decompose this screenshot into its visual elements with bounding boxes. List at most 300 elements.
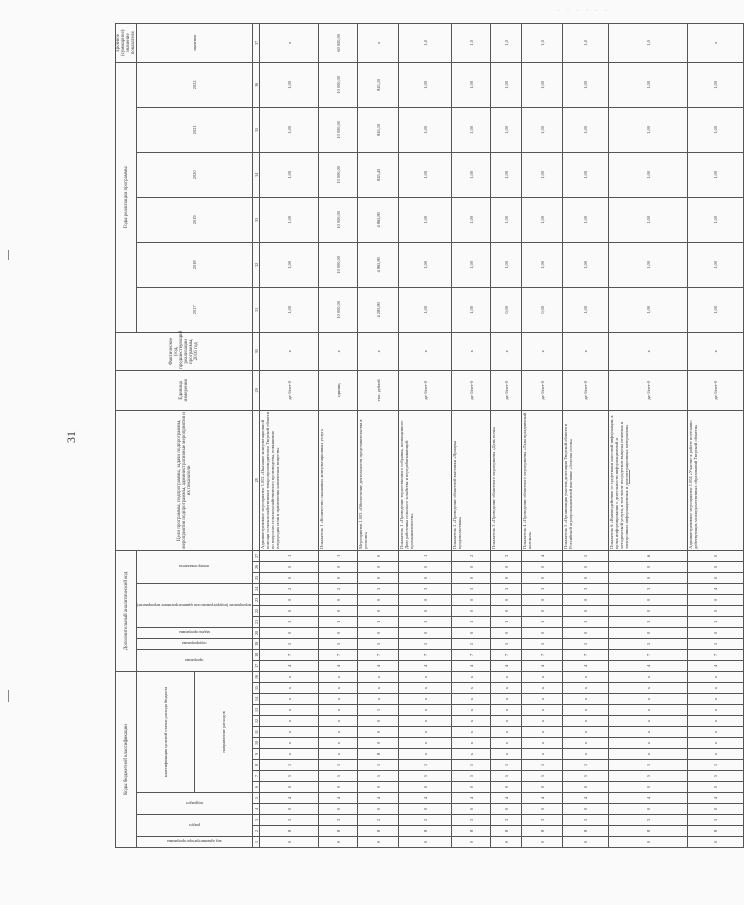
code-cell: 3	[319, 815, 358, 826]
header-subprogram	[137, 638, 253, 649]
unit-cell: да-1/нет-0	[260, 370, 319, 410]
fact-cell: х	[563, 332, 609, 370]
code-cell: 0	[260, 594, 319, 605]
code-cell: 4	[563, 660, 609, 671]
code-cell: 0	[688, 572, 744, 583]
code-cell: х	[563, 716, 609, 727]
year-value-cell: 1,00	[522, 197, 563, 242]
header-direction: направление расходов	[195, 671, 253, 792]
code-cell: 7	[399, 649, 452, 660]
code-cell: 0	[358, 572, 399, 583]
table-row	[688, 23, 744, 847]
column-number: 21	[253, 616, 260, 627]
code-cell: х	[563, 705, 609, 716]
code-cell: х	[491, 749, 522, 760]
code-cell: 1	[319, 550, 358, 561]
target-cell: 1,0	[491, 23, 522, 62]
column-number: 1	[253, 837, 260, 848]
code-cell: 0	[358, 550, 399, 561]
code-cell: 3	[399, 583, 452, 594]
column-number: 17	[253, 660, 260, 671]
code-cell: х	[260, 694, 319, 705]
row-description: Показатель 5 «Организация участия делегации Тверской области в Российской агропромышленной выставке «Золотая осень»	[563, 410, 609, 550]
header-section	[137, 815, 253, 837]
code-cell: х	[609, 716, 688, 727]
year-value-cell: 1,00	[522, 242, 563, 287]
code-cell: 8	[358, 749, 399, 760]
code-cell: 0	[358, 837, 399, 848]
code-cell: х	[319, 749, 358, 760]
header-unit: Единица измерения	[116, 370, 253, 410]
code-cell: 3	[452, 815, 491, 826]
column-number: 35	[253, 107, 260, 152]
code-cell: х	[688, 727, 744, 738]
unit-cell: единиц	[319, 370, 358, 410]
year-value-cell: 1,00	[260, 62, 319, 107]
column-number: 12	[253, 716, 260, 727]
code-cell: 0	[319, 782, 358, 793]
header-label: мероприятие (подпрограммы или административное мероприятие)	[137, 602, 252, 608]
code-cell: х	[452, 683, 491, 694]
year-value-cell: 1,00	[399, 197, 452, 242]
code-cell: 0	[399, 605, 452, 616]
code-cell: х	[609, 749, 688, 760]
year-value-cell: 1,00	[688, 62, 744, 107]
code-cell: 3	[563, 583, 609, 594]
code-cell: 0	[319, 605, 358, 616]
fact-cell: х	[452, 332, 491, 370]
code-cell: х	[358, 683, 399, 694]
fact-cell: х	[522, 332, 563, 370]
code-cell: х	[399, 727, 452, 738]
code-cell: х	[491, 738, 522, 749]
code-cell: 0	[358, 561, 399, 572]
column-number: 34	[253, 152, 260, 197]
header-years: Годы реализации программы	[116, 62, 137, 332]
column-number: 5	[253, 793, 260, 804]
code-cell: 0	[491, 782, 522, 793]
code-cell: 5	[260, 771, 319, 782]
column-number: 29	[253, 370, 260, 410]
row-description: Показатель 3 «Проведение областного мероприятия «День поля»	[491, 410, 522, 550]
code-cell: 0	[358, 738, 399, 749]
year-value-cell: 1,00	[452, 242, 491, 287]
table-row	[522, 23, 563, 847]
code-cell: 1	[358, 705, 399, 716]
code-cell: 0	[563, 837, 609, 848]
code-cell: 0	[452, 594, 491, 605]
target-cell: 1,0	[609, 23, 688, 62]
code-cell: 1	[358, 760, 399, 771]
code-cell: 1	[688, 616, 744, 627]
code-cell: х	[452, 749, 491, 760]
code-cell: 0	[563, 561, 609, 572]
code-cell: 8	[260, 826, 319, 837]
code-cell: 0	[358, 804, 399, 815]
code-cell: 0	[452, 782, 491, 793]
code-cell: 1	[688, 760, 744, 771]
code-cell: 0	[260, 804, 319, 815]
code-cell: 0	[563, 605, 609, 616]
year-value-cell: 1,00	[260, 197, 319, 242]
header-year-2017: 2017	[137, 287, 253, 332]
code-cell: 4	[452, 660, 491, 671]
code-cell: 0	[491, 605, 522, 616]
code-cell: 0	[609, 605, 688, 616]
code-cell: 4	[491, 793, 522, 804]
year-value-cell: 1,00	[260, 152, 319, 197]
code-cell: 0	[688, 594, 744, 605]
code-cell: 0	[522, 782, 563, 793]
code-cell: х	[452, 738, 491, 749]
year-value-cell: 4 283,80	[358, 287, 399, 332]
code-cell: х	[358, 671, 399, 682]
page-number: 31	[64, 431, 78, 443]
code-cell: х	[452, 727, 491, 738]
column-number: 16	[253, 671, 260, 682]
column-number: 24	[253, 583, 260, 594]
target-cell: 1,0	[563, 23, 609, 62]
header-label: номер показателя	[179, 564, 210, 570]
code-cell: 0	[688, 550, 744, 561]
scan-edge-mark	[8, 250, 9, 260]
header-event	[137, 583, 253, 627]
code-cell: х	[522, 738, 563, 749]
code-cell: х	[491, 705, 522, 716]
year-value-cell: 1,00	[563, 62, 609, 107]
target-cell: 60 000,00	[319, 23, 358, 62]
code-cell: 3	[358, 583, 399, 594]
header-goals: Цели программы, подпрограммы, задачи подпрограммы, мероприятия подпрограммы, административные мероприятия и их показатели	[116, 410, 253, 550]
year-value-cell: 10 000,00	[319, 287, 358, 332]
code-cell: 0	[260, 627, 319, 638]
code-cell: 0	[319, 594, 358, 605]
code-cell: 0	[260, 837, 319, 848]
code-cell: 0	[399, 561, 452, 572]
target-cell: 1,0	[522, 23, 563, 62]
column-number: 13	[253, 705, 260, 716]
year-value-cell: 1,00	[609, 287, 688, 332]
unit-cell: да-1/нет-0	[522, 370, 563, 410]
code-cell: 1	[319, 760, 358, 771]
header-task	[137, 627, 253, 638]
code-cell: 0	[319, 627, 358, 638]
code-cell: х	[319, 705, 358, 716]
code-cell: 0	[358, 627, 399, 638]
code-cell: х	[522, 727, 563, 738]
code-cell: 2	[452, 550, 491, 561]
scan-artifact: · · · · · ·	[557, 8, 610, 14]
code-cell: 7	[563, 649, 609, 660]
code-cell: х	[522, 716, 563, 727]
code-cell: х	[609, 671, 688, 682]
code-cell: х	[491, 683, 522, 694]
code-cell: 4	[609, 793, 688, 804]
code-cell: 0	[609, 782, 688, 793]
column-number: 26	[253, 561, 260, 572]
table-row	[358, 23, 399, 847]
code-cell: 5	[358, 638, 399, 649]
code-cell: х	[522, 683, 563, 694]
code-cell: 7	[319, 649, 358, 660]
fact-cell: х	[688, 332, 744, 370]
year-value-cell: 1,00	[609, 62, 688, 107]
code-cell: 8	[688, 826, 744, 837]
code-cell: 3	[491, 550, 522, 561]
column-number: 28	[253, 410, 260, 550]
code-cell: 8	[609, 826, 688, 837]
code-cell: 0	[609, 804, 688, 815]
code-cell: 8	[319, 826, 358, 837]
unit-cell: тыс. рублей	[358, 370, 399, 410]
code-cell: 0	[563, 782, 609, 793]
year-value-cell: 845,10	[358, 107, 399, 152]
code-cell: 0	[688, 605, 744, 616]
code-cell: х	[609, 738, 688, 749]
code-cell: 0	[452, 837, 491, 848]
year-value-cell: 4 865,80	[358, 242, 399, 287]
code-cell: 7	[491, 649, 522, 660]
header-label: раздел	[188, 823, 200, 828]
code-cell: 0	[319, 561, 358, 572]
year-value-cell: 1,00	[260, 287, 319, 332]
code-cell: 0	[491, 627, 522, 638]
code-cell: 0	[522, 561, 563, 572]
year-value-cell: 1,00	[260, 107, 319, 152]
code-cell: 0	[358, 716, 399, 727]
code-cell: х	[452, 716, 491, 727]
code-cell: 3	[688, 815, 744, 826]
column-number: 4	[253, 804, 260, 815]
row-description: Показатель 1 «Проведение торжественного собрания, посвященного Дню работника сельского хозяйства и перерабатывающей промышленности»	[399, 410, 452, 550]
target-cell: х	[358, 23, 399, 62]
code-cell: 5	[563, 771, 609, 782]
code-cell: х	[688, 738, 744, 749]
year-value-cell: 1,00	[609, 242, 688, 287]
code-cell: х	[491, 671, 522, 682]
column-number: 6	[253, 782, 260, 793]
header-program	[137, 649, 253, 671]
code-cell: 0	[688, 627, 744, 638]
row-description: Показатель 1 «Количество оказанных консультационных услуг»	[319, 410, 358, 550]
unit-cell: да-1/нет-0	[609, 370, 688, 410]
target-cell: 1,0	[399, 23, 452, 62]
code-cell: 0	[260, 572, 319, 583]
column-number: 20	[253, 627, 260, 638]
header-label: программа	[184, 657, 204, 663]
fact-cell: х	[399, 332, 452, 370]
code-cell: 0	[260, 561, 319, 572]
code-cell: 0	[522, 837, 563, 848]
table-row	[491, 23, 522, 847]
code-cell: 4	[688, 793, 744, 804]
code-cell: х	[399, 716, 452, 727]
code-cell: 0	[522, 627, 563, 638]
fact-cell: х	[260, 332, 319, 370]
code-cell: х	[563, 694, 609, 705]
code-cell: 0	[452, 561, 491, 572]
row-description: Административное мероприятие 1.002 «Оказание консультационной помощи сельскохозяйственным товаропроизводителям Тверской области по вопросам сельскохозяйственного производства, повышения плодородия почв и применения химических веществ»	[260, 410, 319, 550]
code-cell: 0	[688, 804, 744, 815]
code-cell: 5	[688, 771, 744, 782]
code-cell: 0	[522, 804, 563, 815]
code-cell: 3	[522, 583, 563, 594]
table-row	[399, 23, 452, 847]
year-value-cell: 1,00	[491, 107, 522, 152]
code-cell: 0	[609, 837, 688, 848]
code-cell: 1	[563, 616, 609, 627]
code-cell: 4	[688, 660, 744, 671]
code-cell: 4	[319, 660, 358, 671]
year-value-cell: 1,00	[522, 152, 563, 197]
column-number: 7	[253, 771, 260, 782]
year-value-cell: 1,00	[452, 287, 491, 332]
code-cell: 5	[260, 638, 319, 649]
code-cell: х	[399, 738, 452, 749]
code-cell: 1	[491, 760, 522, 771]
code-cell: 4	[491, 660, 522, 671]
code-cell: х	[452, 671, 491, 682]
code-cell: 1	[563, 760, 609, 771]
code-cell: 5	[491, 638, 522, 649]
code-cell: 8	[522, 826, 563, 837]
column-number: 32	[253, 242, 260, 287]
code-cell: 0	[688, 561, 744, 572]
header-year-2022: 2022	[137, 62, 253, 107]
code-cell: х	[688, 705, 744, 716]
year-value-cell: 1,00	[563, 152, 609, 197]
code-cell: 4	[358, 793, 399, 804]
code-cell: х	[319, 716, 358, 727]
code-cell: 5	[609, 638, 688, 649]
year-value-cell: 1,00	[491, 152, 522, 197]
year-value-cell: 1,00	[452, 107, 491, 152]
code-cell: 0	[399, 627, 452, 638]
code-cell: х	[452, 694, 491, 705]
code-cell: 3	[609, 583, 688, 594]
year-value-cell: 10 000,00	[319, 197, 358, 242]
code-cell: 7	[522, 649, 563, 660]
code-cell: 4	[452, 793, 491, 804]
column-number: 15	[253, 683, 260, 694]
column-number: 3	[253, 815, 260, 826]
year-value-cell: 1,00	[688, 107, 744, 152]
code-cell: 0	[609, 561, 688, 572]
unit-cell: да-1/нет-0	[452, 370, 491, 410]
code-cell: х	[399, 671, 452, 682]
code-cell: 5	[319, 638, 358, 649]
header-label: подпрограмма	[181, 641, 207, 647]
code-cell: 1	[260, 550, 319, 561]
column-number: 19	[253, 638, 260, 649]
code-cell: 5	[688, 638, 744, 649]
code-cell: х	[260, 738, 319, 749]
year-value-cell: 1,00	[452, 152, 491, 197]
unit-cell: да-1/нет-0	[563, 370, 609, 410]
code-cell: 3	[522, 815, 563, 826]
code-cell: х	[260, 716, 319, 727]
code-cell: 0	[452, 605, 491, 616]
code-cell: х	[609, 683, 688, 694]
code-cell: 5	[563, 638, 609, 649]
header-indicator-number	[137, 550, 253, 583]
code-cell: 0	[491, 572, 522, 583]
code-cell: 5	[491, 771, 522, 782]
code-cell: х	[491, 727, 522, 738]
year-value-cell: 1,00	[399, 152, 452, 197]
header-year-2020: 2020	[137, 152, 253, 197]
year-value-cell: 1,00	[688, 152, 744, 197]
code-cell: 0	[452, 627, 491, 638]
year-value-cell: 1,00	[522, 107, 563, 152]
code-cell: 1	[260, 616, 319, 627]
year-value-cell: 1,00	[688, 197, 744, 242]
code-cell: 0	[319, 572, 358, 583]
code-cell: 5	[452, 638, 491, 649]
unit-cell: да-1/нет-0	[688, 370, 744, 410]
code-cell: х	[399, 705, 452, 716]
code-cell: х	[563, 738, 609, 749]
code-cell: х	[358, 694, 399, 705]
header-analytic-codes: Дополнительный аналитический код	[116, 550, 137, 671]
column-number: 25	[253, 572, 260, 583]
code-cell: 3	[452, 583, 491, 594]
code-cell: х	[260, 727, 319, 738]
code-cell: 5	[563, 550, 609, 561]
header-label: подраздел	[185, 801, 203, 806]
year-value-cell: 0,00	[522, 287, 563, 332]
code-cell: 0	[358, 727, 399, 738]
code-cell: 7	[260, 649, 319, 660]
code-cell: 1	[399, 616, 452, 627]
code-cell: 0	[563, 572, 609, 583]
code-cell: 4	[399, 660, 452, 671]
code-cell: 7	[688, 649, 744, 660]
column-number: 10	[253, 738, 260, 749]
table-row	[260, 23, 319, 847]
code-cell: 2	[358, 815, 399, 826]
year-value-cell: 1,00	[399, 287, 452, 332]
column-number: 2	[253, 826, 260, 837]
code-cell: 0	[491, 561, 522, 572]
year-value-cell: 1,00	[563, 107, 609, 152]
code-cell: 6	[609, 550, 688, 561]
code-cell: 4	[399, 793, 452, 804]
code-cell: 2	[399, 815, 452, 826]
code-cell: 1	[399, 760, 452, 771]
header-label: задача программы	[178, 630, 210, 636]
year-value-cell: 845,10	[358, 62, 399, 107]
column-number: 14	[253, 694, 260, 705]
code-cell: 5	[319, 771, 358, 782]
table-row	[563, 23, 609, 847]
code-cell: х	[260, 749, 319, 760]
column-number: 23	[253, 594, 260, 605]
code-cell: 4	[260, 793, 319, 804]
code-cell: 2	[319, 583, 358, 594]
table-row	[319, 23, 358, 847]
code-cell: х	[399, 683, 452, 694]
code-cell: х	[260, 705, 319, 716]
year-value-cell: 0,00	[491, 287, 522, 332]
column-number: 36	[253, 62, 260, 107]
code-cell: 8	[399, 826, 452, 837]
code-cell: 0	[609, 572, 688, 583]
column-number: 27	[253, 550, 260, 561]
program-indicators-table	[115, 23, 744, 848]
fact-cell: х	[609, 332, 688, 370]
code-cell: х	[522, 705, 563, 716]
